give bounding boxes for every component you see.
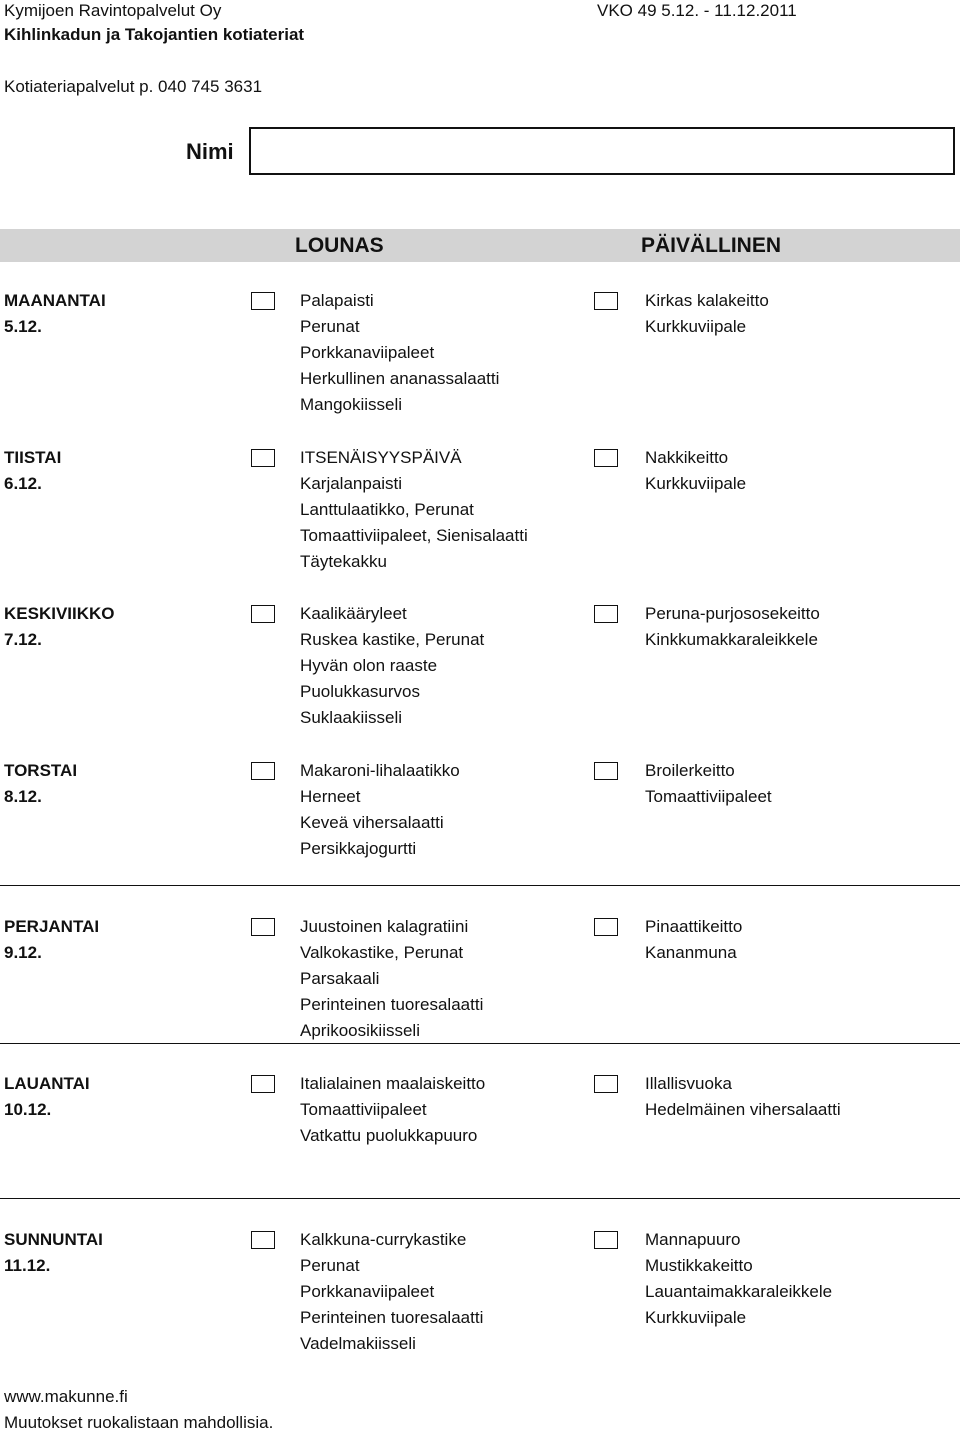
- day-date: 7.12.: [4, 630, 42, 649]
- lunch-menu-item: Tomaattiviipaleet, Sienisalaatti: [300, 526, 528, 545]
- dinner-menu-list: [645, 758, 772, 810]
- lunch-menu-list: [300, 758, 460, 862]
- lunch-menu-item: Herkullinen ananassalaatti: [300, 369, 500, 388]
- service-phone: Kotiateriapalvelut p. 040 745 3631: [4, 77, 263, 96]
- lunch-menu-item: Porkkanaviipaleet: [300, 343, 435, 362]
- lunch-menu-item: Vadelmakiisseli: [300, 1334, 416, 1353]
- lunch-menu-item: Tomaattiviipaleet: [300, 1100, 427, 1119]
- day-label: MAANANTAI: [4, 291, 106, 310]
- dinner-menu-item: Hedelmäinen vihersalaatti: [645, 1100, 841, 1119]
- dinner-menu-item: Peruna-purjososekeitto: [645, 604, 820, 623]
- lunch-menu-item: Italialainen maalaiskeitto: [300, 1074, 486, 1093]
- dinner-menu-list: [645, 288, 769, 340]
- lunch-menu-item: Vatkattu puolukkapuuro: [300, 1126, 478, 1145]
- lunch-menu-list: [300, 288, 499, 418]
- dinner-menu-item: Illallisvuoka: [645, 1074, 732, 1093]
- lunch-menu-item: Parsakaali: [300, 969, 380, 988]
- dinner-order-checkbox[interactable]: [594, 1075, 618, 1093]
- dinner-menu-list: [645, 914, 742, 966]
- section-divider: [0, 885, 960, 886]
- dinner-menu-item: Kurkkuviipale: [645, 317, 747, 336]
- dinner-menu-item: Kananmuna: [645, 943, 737, 962]
- day-date: 11.12.: [4, 1256, 51, 1275]
- lunch-menu-item: Palapaisti: [300, 291, 374, 310]
- dinner-menu-item: Lauantaimakkaraleikkele: [645, 1282, 833, 1301]
- lunch-menu-list: [300, 601, 484, 731]
- day-label: TIISTAI: [4, 448, 62, 467]
- dinner-order-checkbox[interactable]: [594, 292, 618, 310]
- dinner-menu-item: Mustikkakeitto: [645, 1256, 753, 1275]
- name-field[interactable]: [249, 127, 955, 175]
- lunch-menu-item: Suklaakiisseli: [300, 708, 403, 727]
- lunch-order-checkbox[interactable]: [251, 1231, 275, 1249]
- lunch-menu-item: Kaalikääryleet: [300, 604, 407, 623]
- dinner-order-checkbox[interactable]: [594, 762, 618, 780]
- dinner-order-checkbox[interactable]: [594, 605, 618, 623]
- lunch-menu-item: Mangokiisseli: [300, 395, 403, 414]
- lunch-order-checkbox[interactable]: [251, 449, 275, 467]
- lunch-column-header: LOUNAS: [295, 234, 384, 257]
- lunch-menu-item: Juustoinen kalagratiini: [300, 917, 469, 936]
- footer: [4, 1384, 273, 1436]
- dinner-menu-item: Kurkkuviipale: [645, 1308, 747, 1327]
- lunch-menu-item: Perunat: [300, 1256, 360, 1275]
- day-label: TORSTAI: [4, 761, 78, 780]
- lunch-menu-item: Makaroni-lihalaatikko: [300, 761, 460, 780]
- location-subtitle: Kihlinkadun ja Takojantien kotiateriat: [4, 25, 305, 44]
- day-label: SUNNUNTAI: [4, 1230, 103, 1249]
- lunch-menu-item: Ruskea kastike, Perunat: [300, 630, 485, 649]
- footer-note: Muutokset ruokalistaan mahdollisia.: [4, 1413, 274, 1432]
- day-label: LAUANTAI: [4, 1074, 90, 1093]
- dinner-menu-list: [645, 1227, 832, 1331]
- lunch-menu-list: [300, 914, 483, 1044]
- lunch-menu-item: Porkkanaviipaleet: [300, 1282, 435, 1301]
- dinner-column-header: PÄIVÄLLINEN: [641, 234, 782, 257]
- section-divider: [0, 1043, 960, 1044]
- lunch-order-checkbox[interactable]: [251, 762, 275, 780]
- lunch-menu-item: Keveä vihersalaatti: [300, 813, 444, 832]
- dinner-order-checkbox[interactable]: [594, 449, 618, 467]
- day-label: KESKIVIIKKO: [4, 604, 115, 623]
- lunch-menu-item: ITSENÄISYYSPÄIVÄ: [300, 448, 462, 467]
- lunch-menu-item: Hyvän olon raaste: [300, 656, 438, 675]
- lunch-order-checkbox[interactable]: [251, 605, 275, 623]
- lunch-menu-item: Aprikoosikiisseli: [300, 1021, 420, 1040]
- lunch-menu-item: Persikkajogurtti: [300, 839, 417, 858]
- lunch-menu-list: [300, 1227, 483, 1357]
- lunch-menu-item: Täytekakku: [300, 552, 387, 571]
- dinner-order-checkbox[interactable]: [594, 1231, 618, 1249]
- dinner-menu-list: [645, 1071, 841, 1123]
- lunch-menu-item: Puolukkasurvos: [300, 682, 421, 701]
- day-date: 10.12.: [4, 1100, 52, 1119]
- lunch-order-checkbox[interactable]: [251, 1075, 275, 1093]
- lunch-menu-item: Valkokastike, Perunat: [300, 943, 464, 962]
- lunch-menu-item: Herneet: [300, 787, 361, 806]
- dinner-menu-item: Tomaattiviipaleet: [645, 787, 772, 806]
- lunch-menu-list: [300, 445, 528, 575]
- dinner-menu-item: Kurkkuviipale: [645, 474, 747, 493]
- day-date: 6.12.: [4, 474, 42, 493]
- dinner-menu-item: Mannapuuro: [645, 1230, 741, 1249]
- lunch-menu-list: [300, 1071, 485, 1149]
- lunch-menu-item: Perunat: [300, 317, 360, 336]
- lunch-menu-item: Lanttulaatikko, Perunat: [300, 500, 474, 519]
- section-divider: [0, 1198, 960, 1199]
- website-link[interactable]: www.makunne.fi: [4, 1387, 128, 1406]
- dinner-menu-item: Broilerkeitto: [645, 761, 735, 780]
- company-name: Kymijoen Ravintopalvelut Oy: [4, 1, 222, 20]
- dinner-menu-item: Nakkikeitto: [645, 448, 729, 467]
- week-range: VKO 49 5.12. - 11.12.2011: [597, 1, 797, 20]
- lunch-order-checkbox[interactable]: [251, 918, 275, 936]
- lunch-order-checkbox[interactable]: [251, 292, 275, 310]
- lunch-menu-item: Perinteinen tuoresalaatti: [300, 1308, 484, 1327]
- day-label: PERJANTAI: [4, 917, 100, 936]
- lunch-menu-item: Kalkkuna-currykastike: [300, 1230, 467, 1249]
- name-label: Nimi: [186, 139, 234, 164]
- dinner-menu-list: [645, 601, 820, 653]
- day-date: 9.12.: [4, 943, 42, 962]
- lunch-menu-item: Perinteinen tuoresalaatti: [300, 995, 484, 1014]
- day-date: 8.12.: [4, 787, 42, 806]
- dinner-order-checkbox[interactable]: [594, 918, 618, 936]
- day-date: 5.12.: [4, 317, 42, 336]
- dinner-menu-item: Kinkkumakkaraleikkele: [645, 630, 818, 649]
- lunch-menu-item: Karjalanpaisti: [300, 474, 403, 493]
- dinner-menu-item: Kirkas kalakeitto: [645, 291, 769, 310]
- column-header-band: [0, 229, 960, 262]
- dinner-menu-item: Pinaattikeitto: [645, 917, 743, 936]
- dinner-menu-list: [645, 445, 746, 497]
